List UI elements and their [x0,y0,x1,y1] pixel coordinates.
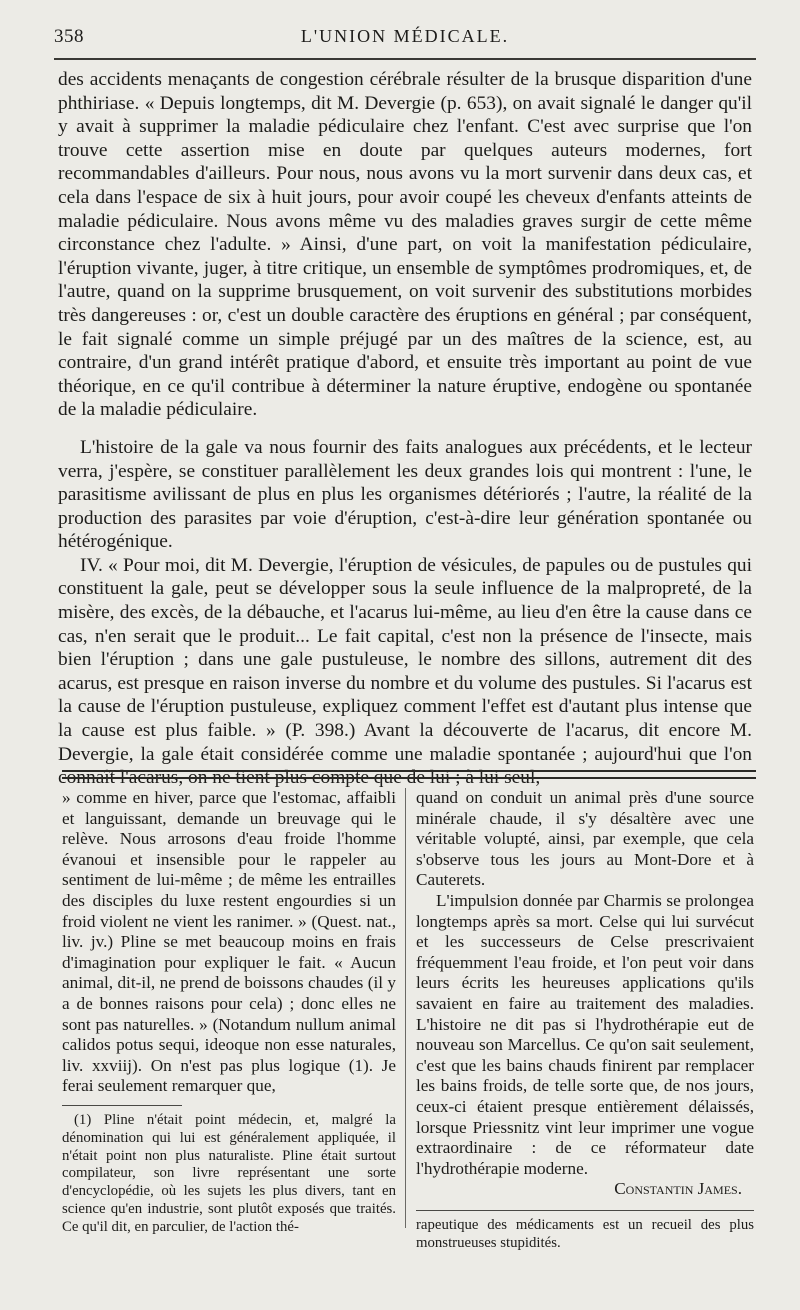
footnote-continuation-rule [416,1210,754,1211]
feuilleton-right-column [416,788,754,1252]
journal-title: L'UNION MÉDICALE. [300,26,510,46]
column-divider [405,788,406,1228]
paragraph-2: L'histoire de la gale va nous fournir des faits analogues aux précédents, et le lecteur verra, j'espère, se constituer parallèlement les deux grandes lois qui montrent : l'une, le parasitisme avilissant de plus en plus les organismes détériorés ; l'autre, la réalité de la production des parasites par voie d'éruption, c'est-à-dire leur génération spontanée ou hétérogénique. [58,436,752,553]
author-signature: Constantin James. [614,1179,742,1199]
header-rule [54,58,756,60]
footnote: (1) Pline n'était point médecin, et, malgré la dénomination qui lui est généralement appliquée, il n'était point non plus naturaliste. Pline était surtout compilateur, son livre représentant une sorte d'encyclopédie, où les sujets les plus divers, tant en science qu'en industrie, sont plutôt exposés que traités. Ce qu'il dit, en parculier, de l'action thé- [62,1111,396,1235]
feuilleton-left-column [62,788,396,1236]
right-column-text-1: quand on conduit un animal près d'une source minérale chaude, il s'y désaltère avec une véritable volupté, ainsi, par exemple, que cela s'observe tous les jours au Mont-Dore et à Cauterets. [416,788,754,890]
right-column-text-2: L'impulsion donnée par Charmis se prolongea longtemps après sa mort. Celse qui lui survécut et les successeurs de Celse prescrivaient fréquemment l'eau froide, et l'on peut voir dans leurs écrits les heureuses applications qu'ils savaient en faire au traitement des maladies. L'histoire ne dit pas si l'hydrothérapie eut de nouveau son Marcellus. Ce qu'on sait seulement, c'est que les bains chauds finirent par remplacer les bains froids, de telle sorte que, de nos jours, ceux-ci étaient presque entièrement délaissés, lorsque Priessnitz vint leur imprimer une vogue extraordinaire : de ce réformateur date l'hydrothérapie moderne. [416,890,754,1178]
paragraph-3: IV. « Pour moi, dit M. Devergie, l'éruption de vésicules, de papules ou de pustules qui constituent la gale, peut se développer sous la seule influence de la malpropreté, de la misère, des excès, de la débauche, et l'acarus lui-même, au lieu d'en être la cause dans ce cas, n'en serait que le produit... Le fait capital, c'est non la présence de l'insecte, mais bien l'éruption ; dans une gale pustuleuse, le nombre des sillons, autrement dit des acarus, est presque en raison inverse du nombre et du volume des pustules. Si l'acarus est la cause de l'éruption pustuleuse, expliquez comment l'effet est d'autant plus intense que la cause est plus faible. » (P. 398.) Avant la découverte de l'acarus, dit encore M. Devergie, la gale était considérée comme une maladie spontanée ; aujourd'hui que l'on connaît l'acarus, on ne tient plus compte que de lui ; à lui seul, [58,554,752,789]
footnote-rule [62,1105,182,1106]
footnote-continuation: rapeutique des médicaments est un recueil des plus monstrueuses stupidités. [416,1216,754,1251]
main-text [58,68,752,790]
page-header [54,22,756,50]
page-number: 358 [54,26,84,47]
feuilleton-rule [62,770,756,779]
paragraph-1: des accidents menaçants de congestion cérébrale résulter de la brusque disparition d'une phthiriase. « Depuis longtemps, dit M. Devergie (p. 653), on avait signalé le danger qu'il y avait à supprimer la maladie pédiculaire chez l'enfant. C'est avec surprise que l'on trouve cette assertion mise en doute par quelques auteurs modernes, fort recommandables d'ailleurs. Pour nous, nous avons vu la mort survenir dans deux cas, et cela dans l'espace de six à huit jours, pour avoir coupé les cheveux d'enfants atteints de maladie pédiculaire. Nous avons même vu des maladies graves surgir de cette même circonstance chez l'adulte. » Ainsi, d'une part, on voit la manifestation pédiculaire, l'éruption vivante, juger, à titre critique, un ensemble de symptômes prodromiques, et, de l'autre, quand on la supprime brusquement, on voit survenir des substitutions morbides très dangereuses : or, c'est un double caractère des éruptions en général ; par conséquent, le fait signalé comme un simple préjugé par un des maîtres de la science, est, au contraire, d'un grand intérêt pratique d'abord, et ensuite très important au point de vue théorique, en ce qu'il contribue à déterminer la nature éruptive, endogène ou spontanée de la maladie pédiculaire. [58,69,752,421]
left-column-text: » comme en hiver, parce que l'estomac, affaibli et languissant, demande un breuvage qui le relève. Nous arrosons d'eau froide l'homme évanoui et insensible pour le rappeler au sentiment de lui-même ; de même les entrailles des disciples du luxe restent engourdies si un froid violent ne vient les ranimer. » (Quest. nat., liv. jv.) Pline se met beaucoup moins en frais d'imagination pour expliquer le fait. « Aucun animal, dit-il, ne prend de boissons chaudes (il y a de bonnes raisons pour cela) ; donc elles ne sont pas naturelles. » (Notandum nullum animal calidos potus sequi, ideoque non esse naturales, liv. xxviij). On n'est pas plus logique (1). Je ferai seulement remarquer que, [62,788,396,1096]
